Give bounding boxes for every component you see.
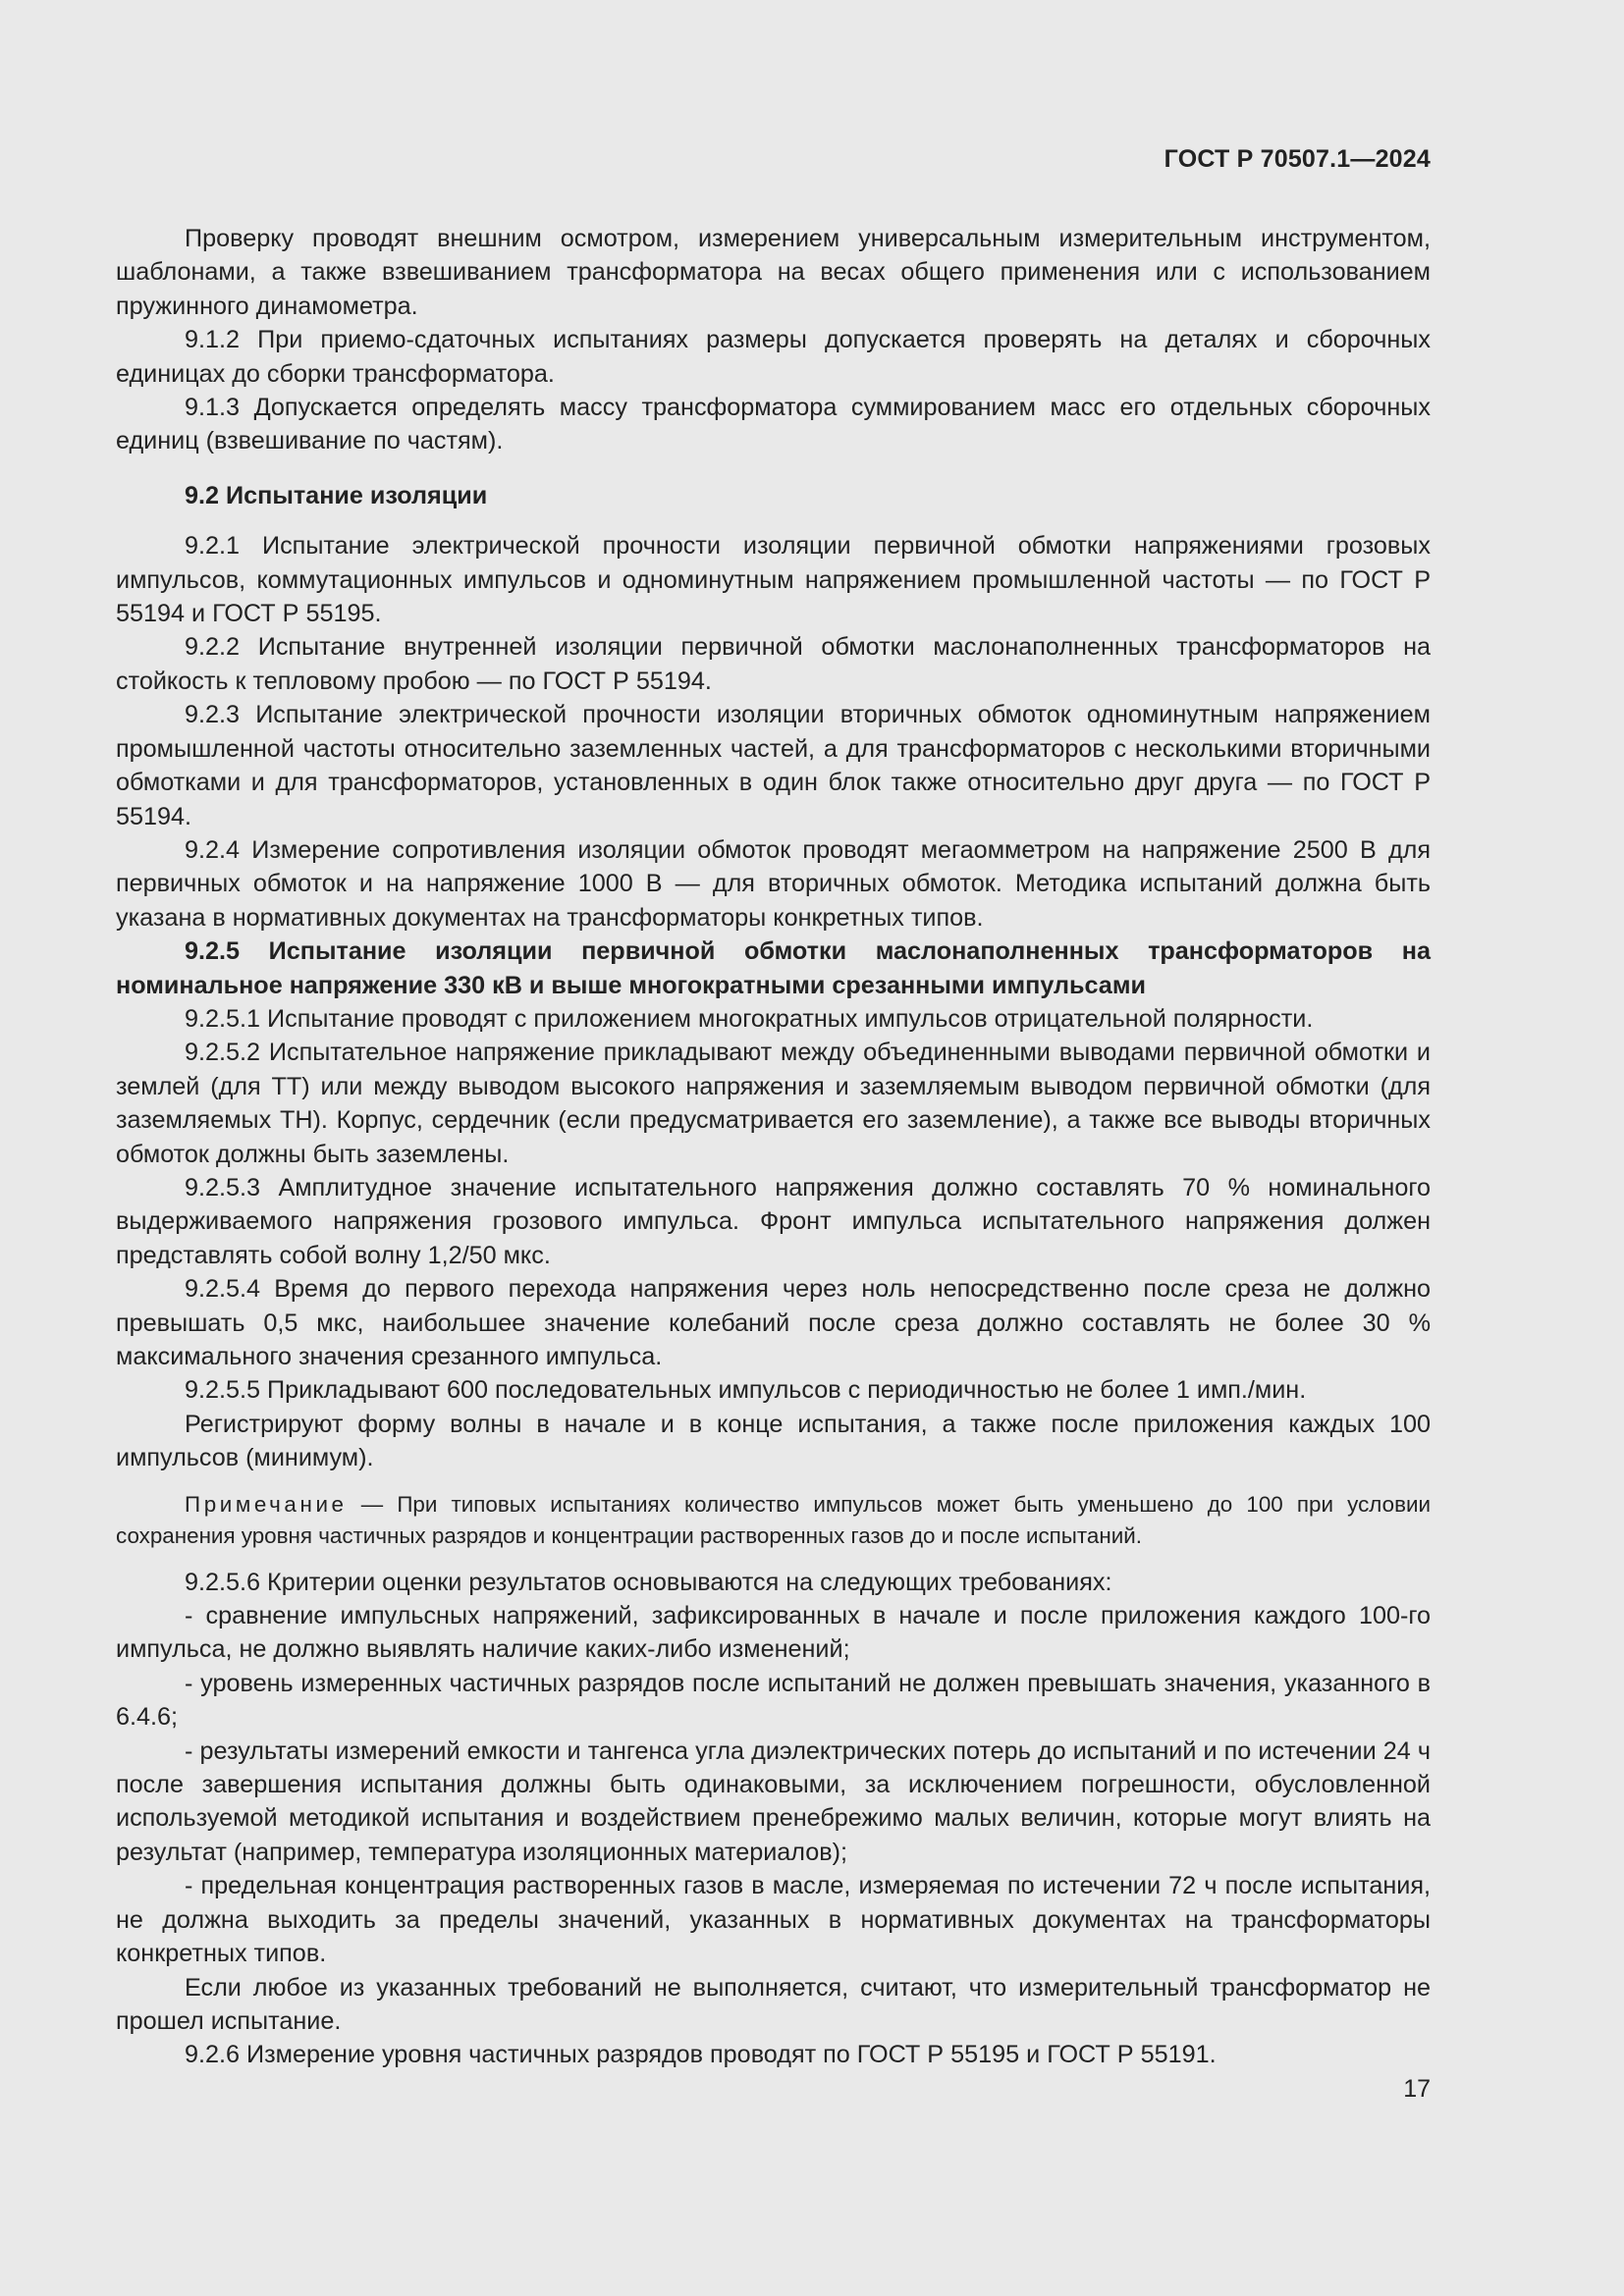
list-item: - сравнение импульсных напряжений, зафиксированных в начале и после приложения каждого 100-го импульса, не должно выявлять наличие каких-либо изменений; [116, 1602, 1431, 1664]
paragraph: 9.2.2 Испытание внутренней изоляции первичной обмотки маслонаполненных трансформаторов на стойкость к тепловому пробою — по ГОСТ Р 55194. [116, 633, 1431, 695]
paragraph: 9.2.1 Испытание электрической прочности изоляции первичной обмотки напряжениями грозовых импульсов, коммутационных импульсов и одноминутным напряжением промышленной частоты — по ГОСТ Р 55194 и ГОСТ Р 55195. [116, 532, 1431, 628]
paragraph: 9.2.5.4 Время до первого перехода напряжения через ноль непосредственно после среза не должно превышать 0,5 мкс, наибольшее значение колебаний после среза должно составлять не более 30 % максимального значения срезанного импульса. [116, 1275, 1431, 1370]
paragraph: 9.2.5.2 Испытательное напряжение прикладывают между объединенными выводами первичной обмотки и землей (для ТТ) или между выводом высокого напряжения и заземляемым выводом первичной обмотки (для заземляемых ТН). Корпус, сердечник (если предусматривается его заземление), а также все выводы вторичных обмоток должны быть заземлены. [116, 1039, 1431, 1168]
paragraph: Регистрируют форму волны в начале и в конце испытания, а также после приложения каждых 100 импульсов (минимум). [116, 1410, 1431, 1472]
paragraph: 9.2.5.6 Критерии оценки результатов основываются на следующих требованиях: [185, 1568, 1112, 1596]
paragraph: 9.2.5.1 Испытание проводят с приложением многократных импульсов отрицательной полярности. [185, 1004, 1314, 1033]
paragraph: 9.1.3 Допускается определять массу трансформатора суммированием масс его отдельных сборочных единиц (взвешивание по частям). [116, 394, 1431, 455]
note-label: Примечание [185, 1491, 348, 1517]
paragraph: 9.2.3 Испытание электрической прочности изоляции вторичных обмоток одноминутным напряжением промышленной частоты относительно заземленных частей, а для трансформаторов с несколькими вторичными обмотками и для трансформаторов, установленных в один блок также относительно друг друга — по ГОСТ Р 55194. [116, 701, 1431, 830]
paragraph: 9.1.2 При приемо-сдаточных испытаниях размеры допускается проверять на деталях и сборочных единицах до сборки трансформатора. [116, 326, 1431, 388]
paragraph: 9.2.6 Измерение уровня частичных разрядов проводят по ГОСТ Р 55195 и ГОСТ Р 55191. [185, 2041, 1217, 2069]
note [116, 1489, 1431, 1552]
paragraph: 9.2.5.3 Амплитудное значение испытательного напряжения должно составлять 70 % номинального выдерживаемого напряжения грозового импульса. Фронт импульса испытательного напряжения должен представлять собой волну 1,2/50 мкс. [116, 1173, 1431, 1269]
list-item: - уровень измеренных частичных разрядов после испытаний не должен превышать значения, указанного в 6.4.6; [116, 1669, 1431, 1732]
list-item: - предельная концентрация растворенных газов в масле, измеряемая по истечении 72 ч после испытания, не должна выходить за пределы значений, указанных в нормативных документах на трансформаторы конкретных типов. [116, 1872, 1431, 1968]
subsection-heading: 9.2.5 Испытание изоляции первичной обмотки маслонаполненных трансформаторов на номинальное напряжение 330 кВ и выше многократными срезанными импульсами [116, 937, 1431, 999]
page-number: 17 [1403, 2075, 1431, 2103]
paragraph: Если любое из указанных требований не выполняется, считают, что измерительный трансформатор не прошел испытание. [116, 1973, 1431, 2035]
paragraph: 9.2.5.5 Прикладывают 600 последовательных импульсов с периодичностью не более 1 имп./мин. [185, 1376, 1307, 1405]
document-header: ГОСТ Р 70507.1—2024 [1164, 145, 1431, 173]
list-item: - результаты измерений емкости и тангенса угла диэлектрических потерь до испытаний и по истечении 24 ч после завершения испытания должны быть одинаковыми, за исключением погрешности, обусловленной используемой методикой испытания и воздействием пренебрежимо малых величин, которые могут влиять на результат (например, температура изоляционных материалов); [116, 1736, 1431, 1866]
note-text: — При типовых испытаниях количество импульсов может быть уменьшено до 100 при условии сохранения уровня частичных разрядов и концентрации растворенных газов до и после испытаний. [116, 1491, 1431, 1548]
document-body [116, 222, 1431, 2072]
section-heading: 9.2 Испытание изоляции [185, 481, 488, 509]
paragraph: Проверку проводят внешним осмотром, измерением универсальным измерительным инструментом, шаблонами, а также взвешиванием трансформатора на весах общего применения или с использованием пружинного динамометра. [116, 225, 1431, 320]
paragraph: 9.2.4 Измерение сопротивления изоляции обмоток проводят мегаомметром на напряжение 2500 В для первичных обмоток и на напряжение 1000 В — для вторичных обмоток. Методика испытаний должна быть указана в нормативных документах на трансформаторы конкретных типов. [116, 835, 1431, 932]
